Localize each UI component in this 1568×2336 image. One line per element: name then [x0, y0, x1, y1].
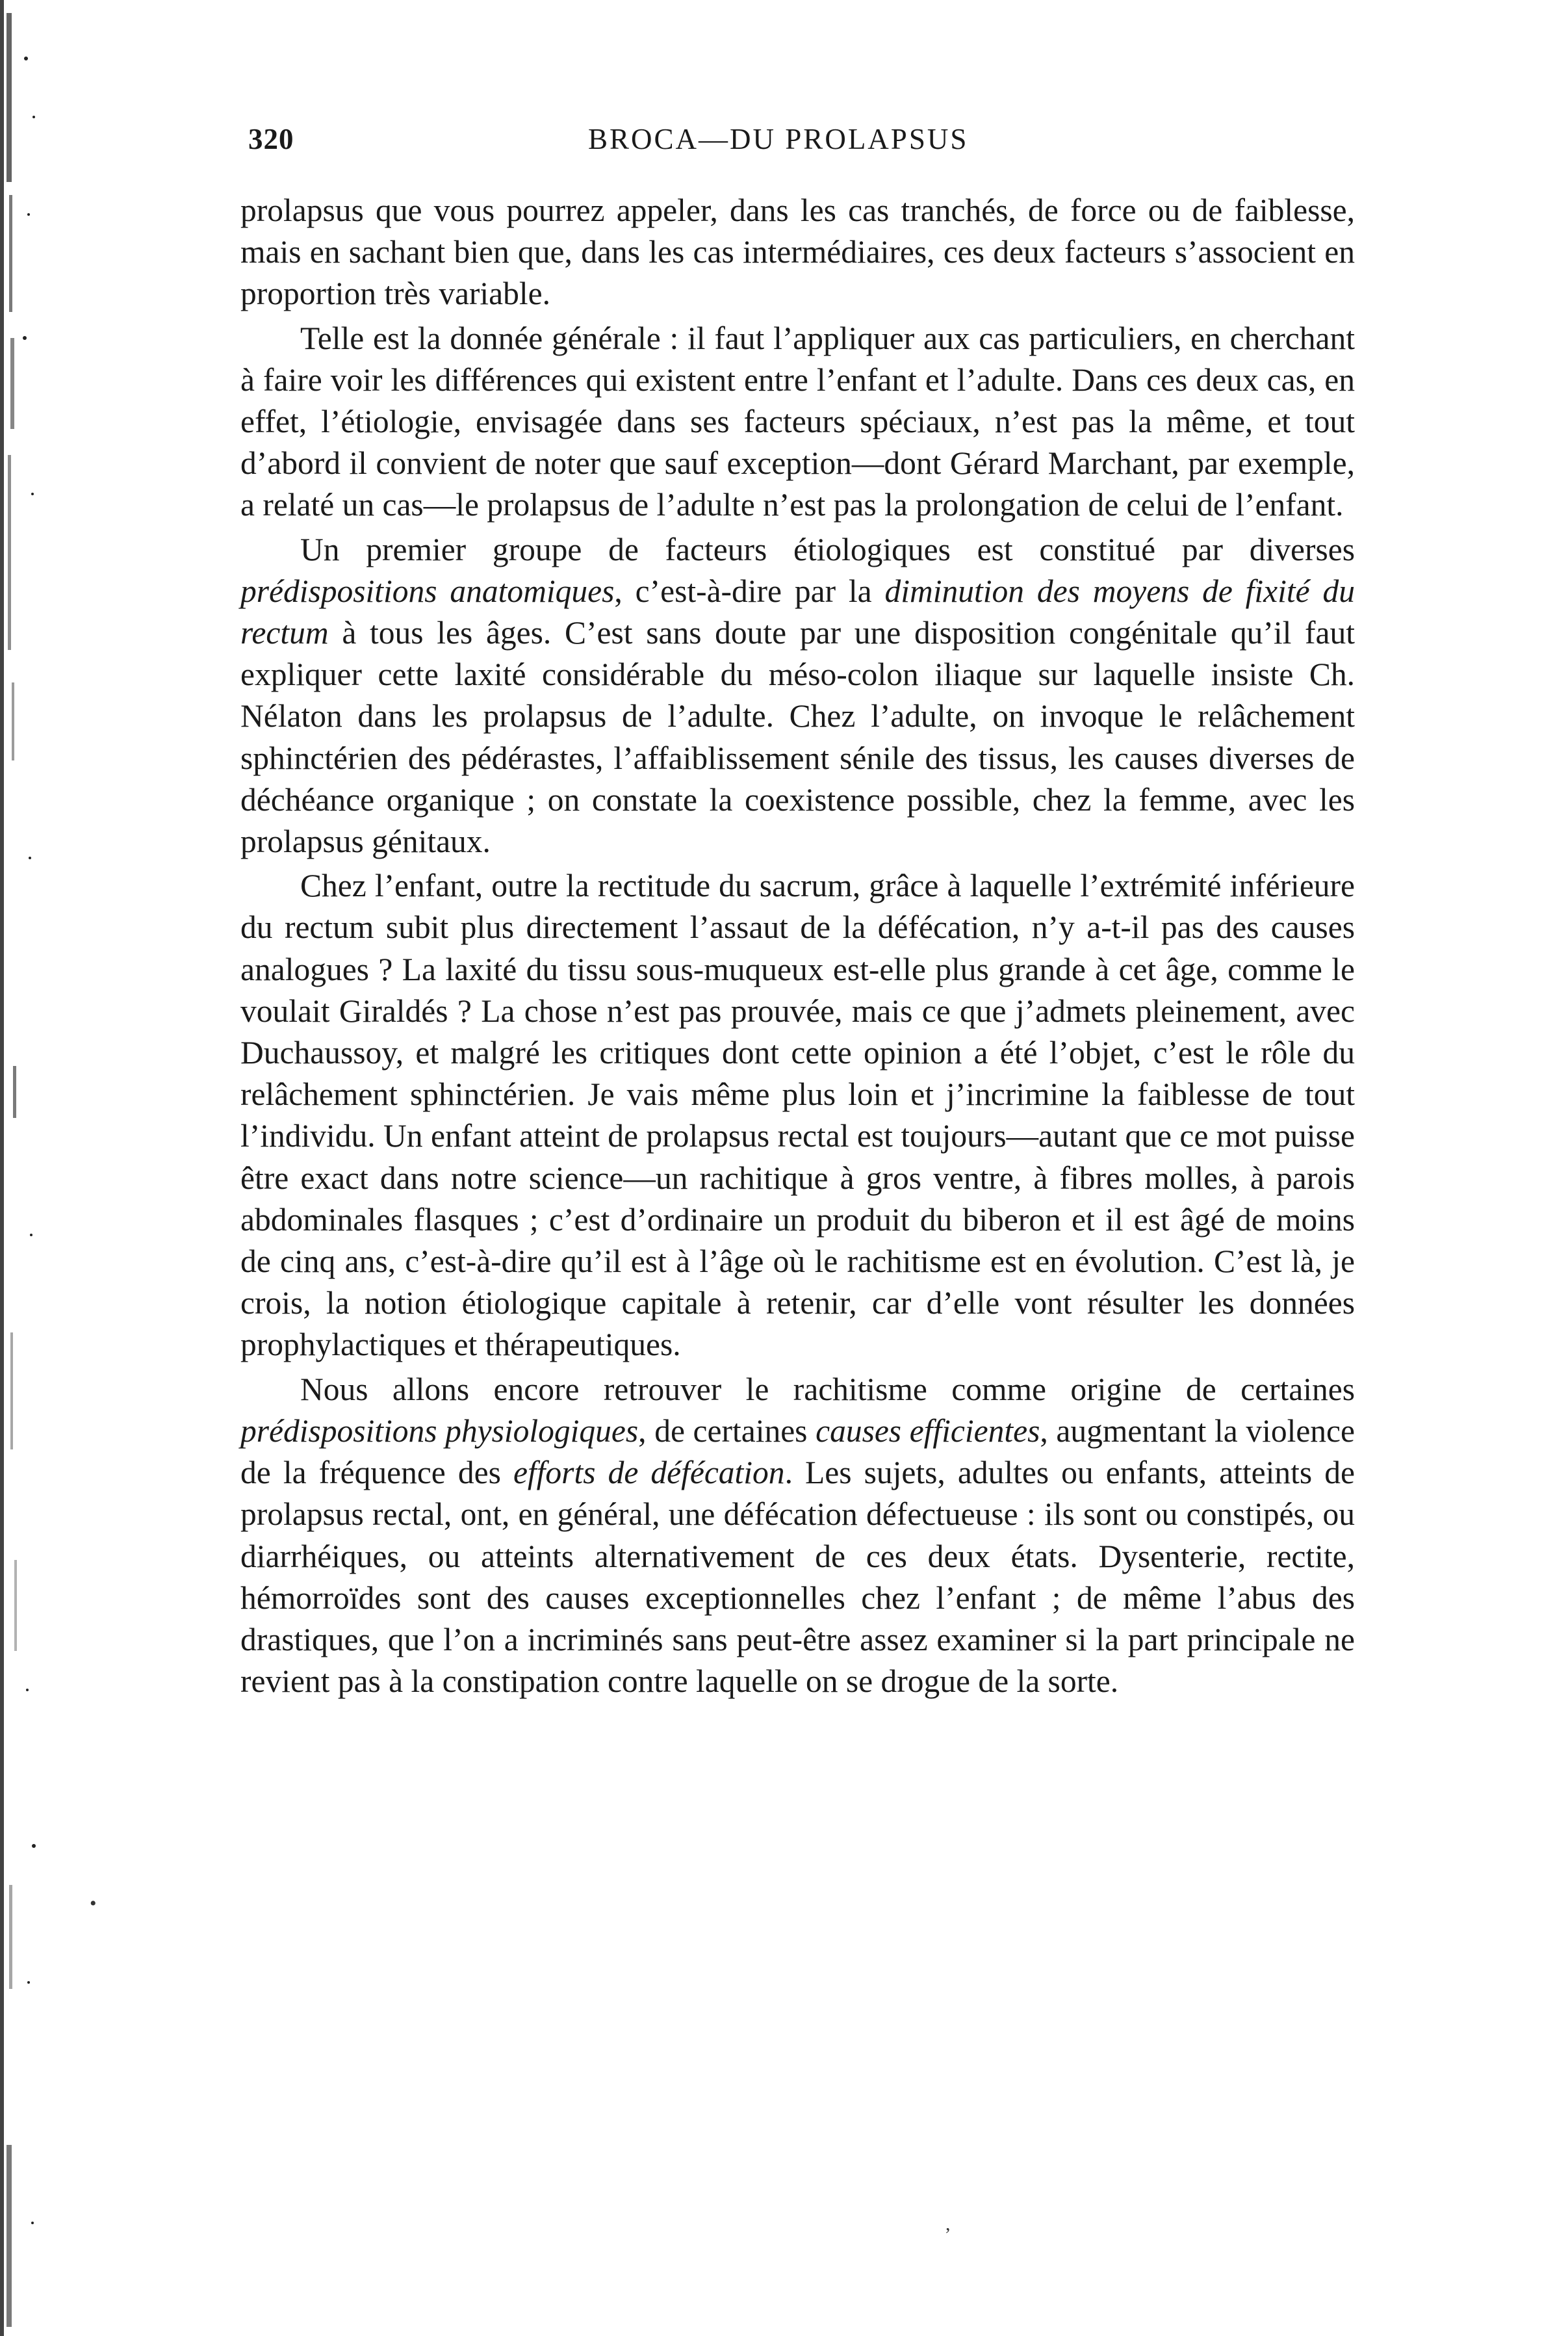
stray-mark: • — [90, 1893, 97, 1914]
text-run: à tous les âges. C’est sans doute par une disposition congénitale qu’il faut expliquer cette laxité considérable du méso-colon iliaque sur laquelle insiste Ch. Nélaton dans les prolapsus de l’adulte. Chez l’adulte, on invoque le relâchement sphinctérien des pédérastes, l’affaiblissement sénile des tissus, les causes diverses de déchéance organique ; on constate la coexistence possible, chez la femme, avec les prolapsus génitaux. — [240, 615, 1355, 860]
paragraph — [240, 1369, 1355, 1703]
italic-term: causes efficientes — [816, 1412, 1040, 1449]
text-run: Nous allons encore retrouver le rachitisme comme origine de certaines — [300, 1371, 1355, 1407]
page-number: 320 — [248, 123, 294, 155]
page-header — [240, 122, 1423, 168]
text-run: . Les sujets, adultes ou enfants, atteints de prolapsus rectal, ont, en général, une défécation défectueuse : ils sont ou constipés, ou diarrhéiques, ou atteints alternativement de ces deux états. Dysenterie, rectite, hémorroïdes sont des causes exceptionnelles chez l’enfant ; de même l’abus des drastiques, que l’on a incriminés sans peut-être assez examiner si la part principale ne revient pas à la constipation contre laquelle on se drogue de la sorte. — [240, 1455, 1355, 1700]
body-text — [240, 190, 1355, 1702]
running-head: BROCA—DU PROLAPSUS — [588, 123, 969, 155]
italic-term: efforts de défécation — [513, 1455, 785, 1491]
stray-mark: , — [945, 2213, 951, 2235]
paragraph: Telle est la donnée générale : il faut l’appliquer aux cas particuliers, en cherchant à faire voir les différences qui existent entre l’enfant et l’adulte. Dans ces deux cas, en effet, l’étiologie, envisagée dans ses facteurs spéciaux, n’est pas la même, et tout d’abord il convient de noter que sauf exception—dont Gérard Marchant, par exemple, a relaté un cas—le prolapsus de l’adulte n’est pas la prolongation de celui de l’enfant. — [240, 320, 1355, 523]
paragraph: prolapsus que vous pourrez appeler, dans les cas tranchés, de force ou de faiblesse, mais en sachant bien que, dans les cas intermédiaires, ces deux facteurs s’associent en proportion très variable. — [240, 192, 1355, 312]
italic-term: prédispositions physiologiques — [240, 1412, 639, 1449]
text-run: , c’est-à-dire par la — [614, 573, 885, 609]
text-run: , de certaines — [638, 1412, 816, 1449]
paragraph: Chez l’enfant, outre la rectitude du sacrum, grâce à laquelle l’extrémité inférieure du rectum subit plus directement l’assaut de la défécation, n’y a-t-il pas des causes analogues ? La laxité du tissu sous-muqueux est-elle plus grande à cet âge, comme le voulait Giraldés ? La chose n’est pas prouvée, mais ce que j’admets pleinement, avec Duchaussoy, et malgré les critiques dont cette opinion a été l’objet, c’est le rôle du relâchement sphinctérien. Je vais même plus loin et j’incrimine la faiblesse de tout l’individu. Un enfant atteint de prolapsus rectal est toujours—autant que ce mot puisse être exact dans notre science—un rachitique à gros ventre, à fibres molles, à parois abdominales flasques ; c’est d’ordinaire un produit du biberon et il est âgé de moins de cinq ans, c’est-à-dire qu’il est à l’âge où le rachitisme est en évolution. C’est là, je crois, la notion étiologique capitale à retenir, car d’elle vont résulter les données prophylactiques et thérapeutiques. — [240, 868, 1355, 1363]
text-run: , augmentant la violence de la fréquence des — [240, 1412, 1355, 1491]
italic-term: diminution des moyens de fixité du rectum — [240, 573, 1355, 651]
text-run: Un premier groupe de facteurs étiologiques est constitué par diverses — [300, 531, 1355, 567]
paragraph — [240, 529, 1355, 863]
binding-edge-marks — [0, 0, 78, 2336]
italic-term: prédispositions anatomiques — [240, 573, 615, 609]
